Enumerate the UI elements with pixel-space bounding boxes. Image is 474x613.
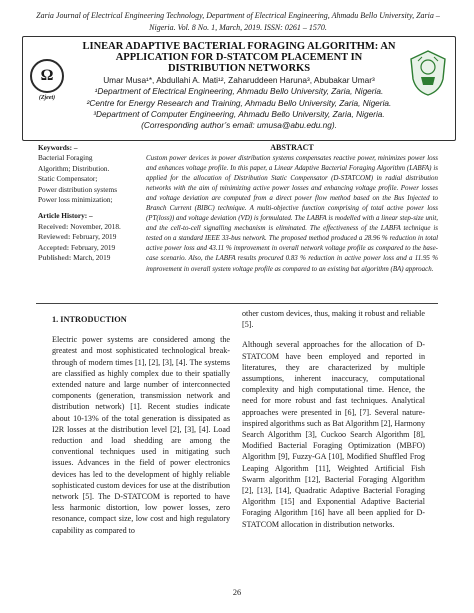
- history-value: February, 2019: [71, 242, 116, 252]
- keywords-heading: Keywords: –: [38, 143, 78, 152]
- history-received: [38, 222, 138, 232]
- body-column-left: [52, 314, 230, 536]
- keyword-item: Static Compensator;: [38, 174, 98, 184]
- journal-header: Zaria Journal of Electrical Engineering Technology, Department of Electrical Engineering, Ahmadu Bello University, Zaria – Nigeria. Vol. 8 No. 1, March, 2019. ISSN: 0261 – 1570.: [36, 11, 440, 32]
- keyword-item: Algorithm; Distribution.: [38, 163, 110, 173]
- journal-logo-icon: [30, 59, 64, 93]
- history-label: Accepted:: [38, 242, 70, 252]
- keyword-item: Bacterial Foraging: [38, 153, 93, 163]
- page-number: 26: [232, 588, 242, 597]
- title-box: [22, 36, 456, 141]
- abstract-body: Custom power devices in power distribution systems compensates reactive power, minimizes power loss and enhances voltage profile. In this paper, a Linear Adaptive Bacterial Foraging Algorithm (LABFA) is applied for the allocation of Distribution Static Compensator (D-STATCOM) in radial distribution networks with the aim of minimizing active power losses and enhancing voltage profile. Power losses and voltage deviation are computed from a direct power flow method based on the Bus Injected to Branch Current (BIBC) technique. A multi-objective function comprising of total active power loss (PT(loss)) and voltage deviation (VD) is formulated. The LABFA is modelled with a linear step-size unit, and the cell-to-cell signalling mechanism is eliminated. The effectiveness of the LABFA technique is tested on a standard IEEE 33-bus network. The proposed method produced a 28.96 % reduction in total active power loss and 43.11 % improvement in overall network voltage profile as compared to the base-case scenario. Also, the LABFA results procured 0.83 % reduction in active power loss and a 11.95 % improvement in overall system voltage profile as compared to an existing bat algorithm (BA) approach.: [146, 154, 438, 273]
- abstract-heading: ABSTRACT: [270, 143, 314, 152]
- affiliation-1: ¹Department of Electrical Engineering, Ahmadu Bello University, Zaria, Nigeria.: [94, 86, 384, 97]
- history-value: November, 2018.: [70, 221, 121, 231]
- keywords-panel: [38, 143, 138, 263]
- omega-glyph: Ω: [40, 67, 54, 84]
- affiliation-3: ³Department of Computer Engineering, Ahmadu Bello University, Zaria, Nigeria.: [93, 108, 385, 119]
- journal-logo-caption: (Zjeet): [38, 95, 56, 101]
- intro-paragraph-1: Electric power systems are considered among the greatest and most sophisticated technological break-through of modern times [1], [2], [3], [4]. The systems are classified as highly complex due to their spatially extended nature and large number of interconnected components (generation, transmission network and distribution network) [1]. Recent studies indicate about 10-13% of the total generation is dissipated as I2R losses at the distribution level [2], [3], [4]. Load reduction and load shedding are among the conventional techniques used in mitigating such issues. Advances in the field of power electronics devices has led to the development of highly reliable sophisticated custom devices for use at the distribution network [5]. The D-STATCOM is reported to have less harmonic distortion, low power losses, zero resonance, compact size, low cost and high regulatory capability as compared to: [52, 335, 230, 535]
- body-column-right: [242, 308, 425, 530]
- history-accepted: [38, 243, 138, 253]
- author-names: Umar Musa¹*, Abdullahi A. Mati¹², Zaharuddeen Haruna³, Abubakar Umar³: [103, 75, 375, 85]
- section-divider: [36, 303, 438, 304]
- corresponding-email: (Corresponding author’s email: umusa@abu.edu.ng).: [141, 120, 337, 131]
- section-heading-introduction: 1. INTRODUCTION: [52, 315, 127, 324]
- affiliation-2: ²Centre for Energy Research and Training, Ahmadu Bello University, Zaria, Nigeria.: [86, 97, 392, 108]
- history-reviewed: [38, 232, 138, 242]
- keyword-item: Power distribution systems: [38, 184, 118, 194]
- intro-paragraph-2: Although several approaches for the allocation of D-STATCOM have been employed and reported in literatures, they are characterized by multiple assumptions, inherent inaccuracy, computational complexity and high computational time. Hence, the need for more robust and fast techniques. Analytical approaches were presented in [6], [7]. Several nature-inspired algorithms such as Bat Algorithm [2], Harmony Search Algorithm [3], Cuckoo Search Algorithm [8], Modified Bacterial Foraging Optimization (MBFO) Algorithm [9], Fuzzy-GA [10], Modified Shuffled Frog Leaping Algorithm [11], Weighted Artificial Fish Swarm algorithm [12], Bacterial Foraging Algorithm [2], [13], [14], Quadratic Adaptive Bacterial Foraging Algorithm [15] and Exponential Adaptive Bacterial Foraging Algorithm [16] have all been applied for D-STATCOM allocation in distribution networks.: [242, 340, 425, 529]
- paper-title: LINEAR ADAPTIVE BACTERIAL FORAGING ALGORITHM: AN APPLICATION FOR D-STATCOM PLACEMENT IN DISTRIBUTION NETWORKS: [82, 41, 396, 74]
- history-published: [38, 253, 138, 263]
- keyword-item: Power loss minimization;: [38, 195, 113, 205]
- history-label: Received:: [38, 221, 69, 231]
- history-value: February, 2019: [72, 232, 117, 242]
- history-value: March, 2019: [73, 253, 111, 263]
- intro-paragraph-continued: other custom devices, thus, making it robust and reliable [5].: [242, 309, 425, 330]
- university-crest-icon: [408, 49, 448, 97]
- history-label: Reviewed:: [38, 232, 71, 242]
- abstract-panel: [146, 143, 438, 274]
- history-label: Published:: [38, 253, 72, 263]
- author-block: [73, 75, 405, 131]
- article-history-heading: Article History: –: [38, 211, 93, 221]
